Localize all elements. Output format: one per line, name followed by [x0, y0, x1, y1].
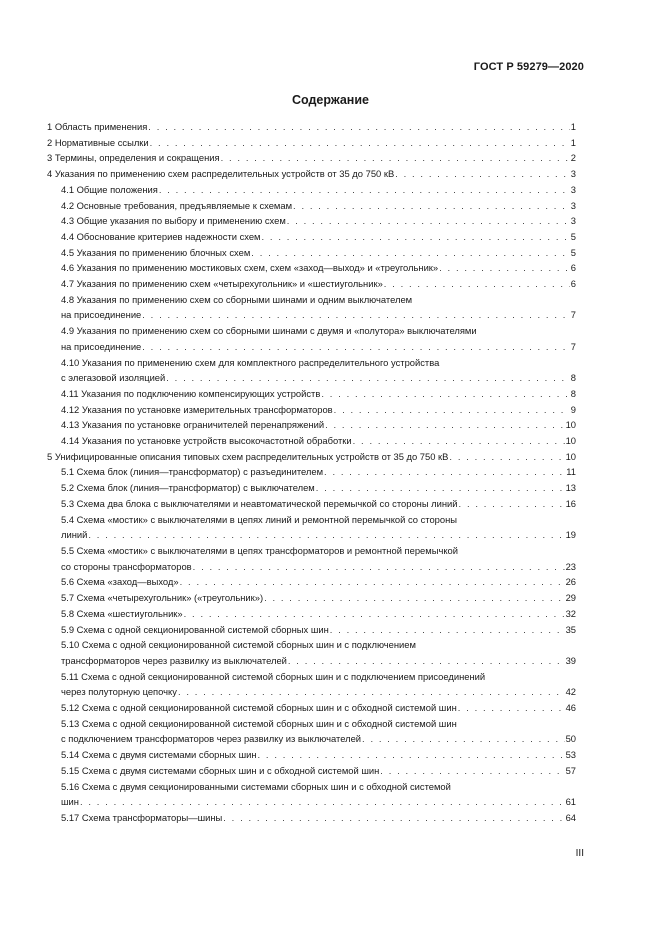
- toc-entry[interactable]: [47, 622, 576, 638]
- dot-leader: [142, 339, 570, 355]
- toc-entry-title: 4.11 Указания по подключению компенсирующих устройств: [61, 387, 321, 399]
- toc-entry[interactable]: [47, 464, 576, 480]
- toc-entry-title: через полуторную цепочку: [61, 686, 177, 698]
- dot-leader: [395, 166, 570, 182]
- dot-leader: [321, 386, 569, 402]
- toc-entry[interactable]: [47, 355, 576, 386]
- toc-entry-page: 10: [565, 419, 576, 431]
- dot-leader: [459, 496, 565, 512]
- toc-entry-title: на присоединение: [61, 340, 142, 352]
- toc-entry-title-line: 4.10 Указания по применению схем для комплектного распределительного устройства: [61, 356, 440, 368]
- toc-entry[interactable]: [47, 119, 576, 135]
- toc-entry[interactable]: [47, 276, 576, 292]
- toc-entry[interactable]: [47, 763, 576, 779]
- dot-leader: [362, 731, 565, 747]
- toc-entry-title: 5.2 Схема блок (линия—трансформатор) с выключателем: [61, 482, 315, 494]
- toc-entry[interactable]: [47, 669, 576, 700]
- toc-entry-title: 5.15 Схема с двумя системами сборных шин и с обходной системой шин: [61, 764, 380, 776]
- toc-entry-page: 29: [565, 592, 576, 604]
- dot-leader: [193, 559, 565, 575]
- toc-entry-title-line: 4.9 Указания по применению схем со сборными шинами с двумя и «полутора» выключателями: [61, 325, 477, 337]
- dot-leader: [221, 150, 570, 166]
- toc-entry[interactable]: [47, 260, 576, 276]
- toc-entry-title: трансформаторов через развилку из выключателей: [61, 654, 287, 666]
- toc-entry-page: 7: [570, 309, 576, 321]
- toc-entry-page: 5: [570, 246, 576, 258]
- toc-entry-title: 4.13 Указания по установке ограничителей перенапряжений: [61, 419, 325, 431]
- toc-entry-page: 3: [570, 215, 576, 227]
- toc-entry-page: 1: [570, 136, 576, 148]
- dot-leader: [380, 763, 564, 779]
- toc-entry-title: 5 Унифицированные описания типовых схем распределительных устройств от 35 до 750 кВ: [47, 450, 449, 462]
- toc-entry-title: 4.14 Указания по установке устройств высокочастотной обработки: [61, 435, 352, 447]
- toc-entry-page: 35: [565, 623, 576, 635]
- toc-entry-page: 3: [570, 199, 576, 211]
- toc-entry-title: 3 Термины, определения и сокращения: [47, 152, 220, 164]
- dot-leader: [88, 527, 564, 543]
- toc-entry-title: 5.3 Схема два блока с выключателями и неавтоматической перемычкой со стороны линий: [61, 497, 458, 509]
- document-code: ГОСТ Р 59279—2020: [473, 61, 584, 73]
- dot-leader: [80, 794, 565, 810]
- toc-entry-page: 3: [570, 168, 576, 180]
- toc-entry-title: со стороны трансформаторов: [61, 560, 192, 572]
- toc-entry-page: 53: [565, 749, 576, 761]
- dot-leader: [264, 590, 564, 606]
- toc-entry-page: 39: [565, 654, 576, 666]
- page-number: III: [575, 848, 584, 859]
- toc-entry[interactable]: [47, 323, 576, 354]
- toc-entry-title-line: 5.11 Схема с одной секционированной системой сборных шин и с подключением присоединений: [61, 670, 486, 682]
- toc-entry-title: 4.2 Основные требования, предъявляемые к схемам: [61, 199, 293, 211]
- toc-entry[interactable]: [47, 182, 576, 198]
- toc-entry-page: 8: [570, 387, 576, 399]
- toc-entry[interactable]: [47, 779, 576, 810]
- toc-entry-page: 7: [570, 340, 576, 352]
- toc-entry-title: на присоединение: [61, 309, 142, 321]
- toc-entry-page: 6: [570, 262, 576, 274]
- toc-entry-title: 5.7 Схема «четырехугольник» («треугольник»): [61, 592, 264, 604]
- dot-leader: [449, 449, 564, 465]
- toc-entry-page: 10: [565, 450, 576, 462]
- toc-entry[interactable]: [47, 229, 576, 245]
- toc-entry[interactable]: [47, 150, 576, 166]
- toc-entry[interactable]: [47, 747, 576, 763]
- toc-entry-title: 5.8 Схема «шестиугольник»: [61, 607, 183, 619]
- dot-leader: [293, 198, 570, 214]
- toc-entry-page: 16: [565, 497, 576, 509]
- toc-entry[interactable]: [47, 810, 576, 826]
- page-title: Содержание: [291, 93, 369, 107]
- toc-entry-page: 2: [570, 152, 576, 164]
- toc-entry-title-line: 5.13 Схема с одной секционированной системой сборных шин и с обходной системой шин: [61, 717, 457, 729]
- dot-leader: [384, 276, 570, 292]
- toc-entry-page: 6: [570, 278, 576, 290]
- toc-entry-title-line: 5.16 Схема с двумя секционированными системами сборных шин и с обходной системой: [61, 780, 451, 792]
- toc-entry[interactable]: [47, 402, 576, 418]
- toc-entry-title: 4.5 Указания по применению блочных схем: [61, 246, 251, 258]
- dot-leader: [184, 606, 565, 622]
- dot-leader: [287, 213, 570, 229]
- toc-entry-title: 4.3 Общие указания по выбору и применению схем: [61, 215, 286, 227]
- toc-entry-page: 13: [565, 482, 576, 494]
- toc-entry-title: с подключением трансформаторов через развилку из выключателей: [61, 733, 362, 745]
- toc-entry[interactable]: [47, 245, 576, 261]
- toc-entry-title: 4 Указания по применению схем распределительных устройств от 35 до 750 кВ: [47, 168, 395, 180]
- toc-entry[interactable]: [47, 449, 576, 465]
- toc-entry[interactable]: [47, 292, 576, 323]
- toc-entry-page: 10: [565, 435, 576, 447]
- toc-entry-page: 19: [565, 529, 576, 541]
- toc-entry-title: 4.1 Общие положения: [61, 183, 158, 195]
- dot-leader: [334, 402, 570, 418]
- toc-entry[interactable]: [47, 496, 576, 512]
- toc-entry[interactable]: [47, 386, 576, 402]
- toc-entry-title: 4.4 Обоснование критериев надежности схем: [61, 230, 261, 242]
- dot-leader: [439, 260, 570, 276]
- toc-entry-title: 2 Нормативные ссылки: [47, 136, 149, 148]
- toc-entry-page: 57: [565, 764, 576, 776]
- dot-leader: [251, 245, 570, 261]
- dot-leader: [288, 653, 565, 669]
- dot-leader: [325, 417, 564, 433]
- toc-entry[interactable]: [47, 417, 576, 433]
- toc-entry-title: шин: [61, 796, 79, 808]
- dot-leader: [150, 135, 570, 151]
- toc-entry-title-line: 5.4 Схема «мостик» с выключателями в цепях линий и ремонтной перемычкой со стороны: [61, 513, 458, 525]
- toc-entry-page: 1: [570, 121, 576, 132]
- toc-entry-title-line: 5.10 Схема с одной секционированной системой сборных шин и с подключением: [61, 639, 416, 651]
- toc-entry-title: 4.7 Указания по применению схем «четырехугольник» и «шестиугольник»: [61, 278, 383, 290]
- toc-entry-title: с элегазовой изоляцией: [61, 372, 166, 384]
- toc-entry[interactable]: [47, 135, 576, 151]
- dot-leader: [142, 307, 570, 323]
- toc-entry-title: линий: [61, 529, 88, 541]
- dot-leader: [458, 700, 565, 716]
- toc-entry[interactable]: [47, 480, 576, 496]
- toc-entry-title: 4.6 Указания по применению мостиковых схем, схем «заход—выход» и «треугольник»: [61, 262, 439, 274]
- dot-leader: [180, 574, 565, 590]
- toc-entry-page: 64: [565, 811, 576, 823]
- toc-entry[interactable]: [47, 433, 576, 449]
- toc-entry[interactable]: [47, 543, 576, 574]
- toc-entry-title: 5.14 Схема с двумя системами сборных шин: [61, 749, 257, 761]
- toc-entry-page: 8: [570, 372, 576, 384]
- toc-entry-page: 3: [570, 183, 576, 195]
- toc-entry-page: 23: [565, 560, 576, 572]
- toc-entry[interactable]: [47, 606, 576, 622]
- toc-entry[interactable]: [47, 198, 576, 214]
- toc-entry[interactable]: [47, 637, 576, 668]
- dot-leader: [258, 747, 565, 763]
- toc-entry-title: 4.12 Указания по установке измерительных трансформаторов: [61, 403, 333, 415]
- dot-leader: [353, 433, 565, 449]
- table-of-contents: [47, 119, 576, 826]
- dot-leader: [316, 480, 565, 496]
- toc-entry-page: 50: [565, 733, 576, 745]
- toc-entry-page: 11: [566, 466, 576, 478]
- toc-entry-title: 5.12 Схема с одной секционированной системой сборных шин и с обходной системой шин: [61, 702, 457, 714]
- dot-leader: [159, 182, 570, 198]
- toc-entry[interactable]: [47, 574, 576, 590]
- toc-entry-title: 1 Область применения: [47, 121, 148, 132]
- toc-entry-page: 26: [565, 576, 576, 588]
- toc-entry-page: 5: [570, 230, 576, 242]
- toc-entry-title: 5.17 Схема трансформаторы—шины: [61, 811, 223, 823]
- toc-entry-title-line: 5.5 Схема «мостик» с выключателями в цепях трансформаторов и ремонтной перемычкой: [61, 544, 458, 556]
- toc-entry-page: 61: [565, 796, 576, 808]
- toc-entry-title: 5.1 Схема блок (линия—трансформатор) с разъединителем: [61, 466, 324, 478]
- toc-entry-page: 9: [570, 403, 576, 415]
- toc-entry[interactable]: [47, 700, 576, 716]
- toc-entry-title: 5.9 Схема с одной секционированной системой сборных шин: [61, 623, 329, 635]
- toc-entry-page: 32: [565, 607, 576, 619]
- dot-leader: [262, 229, 570, 245]
- dot-leader: [166, 370, 570, 386]
- toc-entry[interactable]: [47, 716, 576, 747]
- dot-leader: [324, 464, 565, 480]
- toc-entry-title-line: 4.8 Указания по применению схем со сборными шинами и одним выключателем: [61, 293, 413, 305]
- toc-entry[interactable]: [47, 166, 576, 182]
- dot-leader: [178, 684, 565, 700]
- toc-entry[interactable]: [47, 213, 576, 229]
- toc-entry-title: 5.6 Схема «заход—выход»: [61, 576, 179, 588]
- toc-entry-page: 46: [565, 702, 576, 714]
- toc-entry[interactable]: [47, 590, 576, 606]
- toc-entry-page: 42: [565, 686, 576, 698]
- toc-entry[interactable]: [47, 512, 576, 543]
- dot-leader: [223, 810, 564, 826]
- dot-leader: [148, 119, 569, 135]
- dot-leader: [330, 622, 565, 638]
